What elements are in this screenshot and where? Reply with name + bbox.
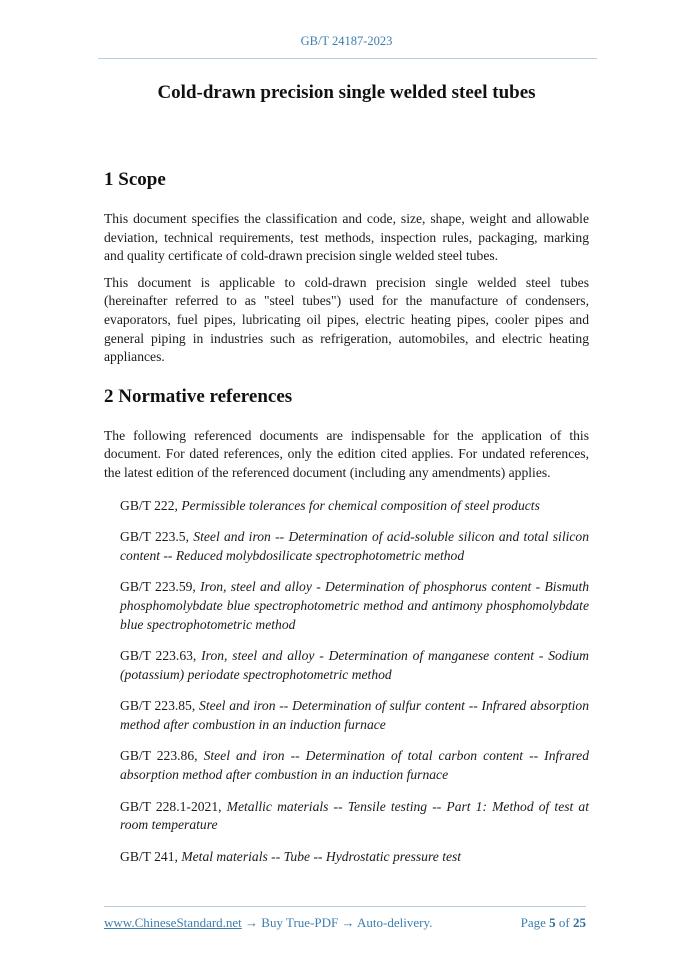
section-normative-references <box>104 385 589 867</box>
reference-code: GB/T 228.1-2021, <box>120 798 222 814</box>
arrow-right-icon: → <box>245 915 259 930</box>
reference-title: Iron, steel and alloy - Determination of manganese content - Sodium (potassium) periodate spectrophotometric method <box>120 648 589 682</box>
document-title: Cold-drawn precision single welded steel tubes <box>157 82 536 103</box>
arrow-right-icon: → <box>341 915 355 930</box>
header-divider <box>98 58 597 59</box>
reference-title: Steel and iron -- Determination of total carbon content -- Infrared absorption method after combustion in an induction furnace <box>120 748 589 783</box>
reference-code: GB/T 223.86, <box>120 748 198 764</box>
reference-code: GB/T 223.59, <box>120 579 196 595</box>
reference-item <box>120 578 589 634</box>
reference-title: Iron, steel and alloy - Determination of phosphorus content - Bismuth phosphomolybdate blue spectrophotometric method and antimony phosphomolybdate blue spectrophotometric method <box>120 579 590 632</box>
reference-code: GB/T 223.5, <box>120 529 189 545</box>
page-current: 5 <box>549 915 556 930</box>
reference-item <box>120 528 589 565</box>
reference-title: Permissible tolerances for chemical composition of steel products <box>181 497 540 513</box>
page-indicator <box>521 915 586 931</box>
reference-item <box>120 747 589 784</box>
reference-code: GB/T 223.85, <box>120 698 196 714</box>
page-label: Page <box>520 915 546 930</box>
buy-true-pdf-text: Buy True-PDF <box>261 915 339 930</box>
reference-item <box>120 647 589 684</box>
scope-paragraph-1: This document specifies the classification and code, size, shape, weight and allowable deviation, technical requirements, test methods, inspection rules, packaging, marking and quality certificate of cold-drawn precision single welded steel tubes. <box>104 211 589 264</box>
section-heading-scope: 1 Scope <box>104 169 166 190</box>
footer-promo <box>104 915 432 931</box>
footer-divider <box>104 906 586 907</box>
reference-list <box>104 497 589 867</box>
page-of-label: of <box>558 915 570 930</box>
website-link[interactable]: www.ChineseStandard.net <box>104 915 242 930</box>
reference-code: GB/T 223.63, <box>120 648 197 664</box>
reference-item <box>120 798 589 835</box>
reference-code: GB/T 222, <box>120 497 178 513</box>
reference-item <box>120 497 589 516</box>
normative-intro-paragraph: The following referenced documents are indispensable for the application of this document. For dated references, only the edition cited applies. For undated references, the latest edition of the referenced document (including any amendments) applies. <box>104 427 589 480</box>
document-body <box>104 168 589 879</box>
auto-delivery-text: Auto-delivery. <box>357 915 433 930</box>
header-standard-code: GB/T 24187-2023 <box>300 34 393 48</box>
reference-item <box>120 848 589 867</box>
reference-code: GB/T 241, <box>120 848 178 864</box>
reference-item <box>120 697 589 734</box>
page-total: 25 <box>573 915 586 930</box>
reference-title: Metal materials -- Tube -- Hydrostatic pressure test <box>181 848 462 864</box>
section-scope <box>104 168 589 367</box>
section-heading-normative-references: 2 Normative references <box>104 385 293 407</box>
reference-title: Steel and iron -- Determination of acid-soluble silicon and total silicon content -- Reduced molybdosilicate spectrophotometric method <box>120 529 590 563</box>
scope-paragraph-2: This document is applicable to cold-drawn precision single welded steel tubes (hereinafter referred to as "steel tubes") used for the manufacture of condensers, evaporators, fuel pipes, lubricating oil pipes, electric heating pipes, cooler pipes and general piping in industries such as refrigeration, automobiles, and electric heating appliances. <box>104 274 589 365</box>
reference-title: Steel and iron -- Determination of sulfur content -- Infrared absorption method after combustion in an induction furnace <box>120 698 589 732</box>
reference-title: Metallic materials -- Tensile testing -- Part 1: Method of test at room temperature <box>120 798 589 833</box>
